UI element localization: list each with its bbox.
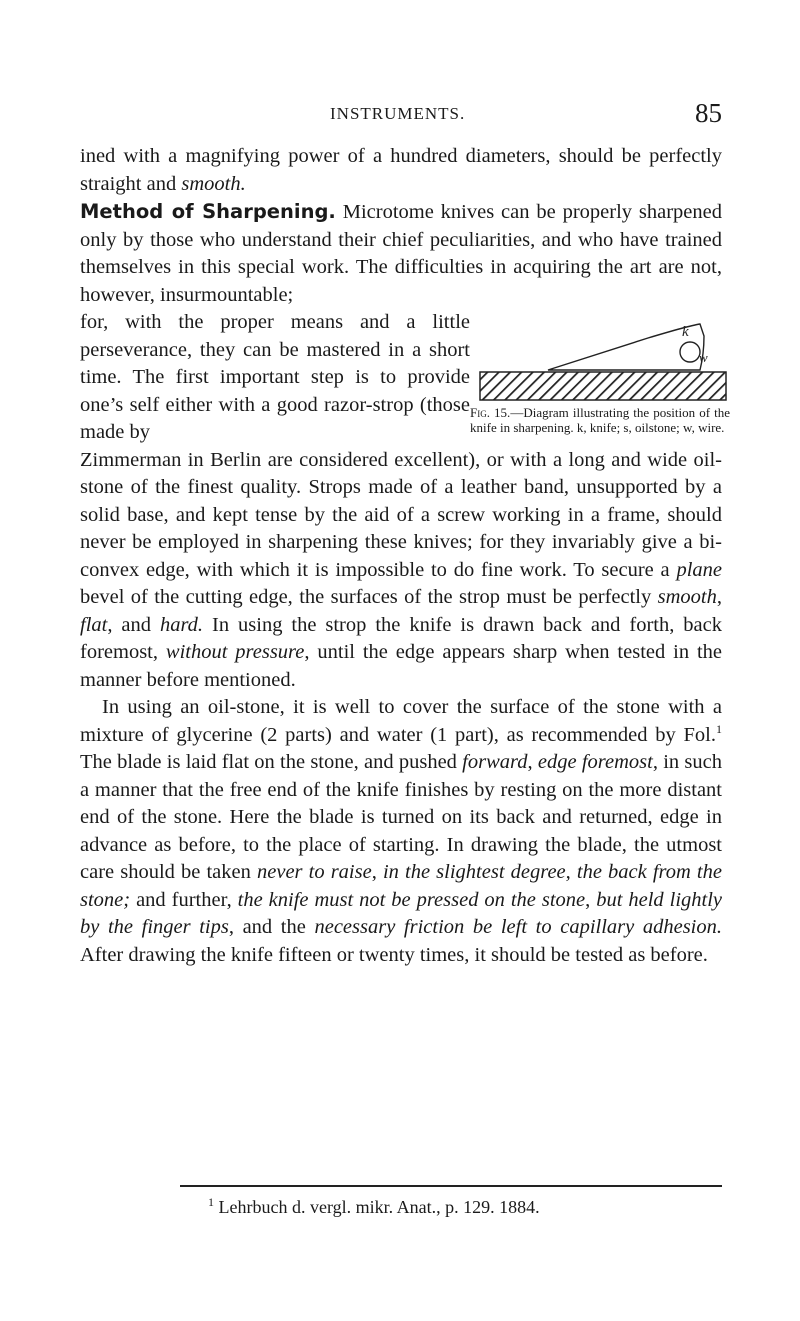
paragraph-wrapped: for, with the proper means and a little perseverance, they can be mastered in a short time. The first important step is to provide one’s self either with a good razor-strop (those made by — [80, 311, 470, 443]
paragraph-method: Method of Sharpening. Microtome knives can be properly sharpened only by those who understand their chief peculiarities, and who have trained themselves in this special work. The difficulties in acquiring the art are not, however, insurmountable; — [80, 200, 723, 306]
figure-caption: Fig. 15.—Diagram illustrating the position of the knife in sharpening. k, knife; s, oilstone; w, wire. — [470, 405, 730, 435]
oilstone-shape — [480, 372, 726, 400]
label-w: w — [699, 350, 708, 365]
figure-diagram — [468, 300, 738, 410]
paragraph-oilstone: In using an oil-stone, it is well to cover the surface of the stone with a mixture of glycerine (2 parts) and water (1 part), as recommended by Fol.$^1$ The blade is laid flat on the stone, and pushed forward, edge foremost, in such a manner that the free end of the knife finishes by resting on the more distant end of the stone. Here the blade is turned on its back and returned, edge in advance as before, to the place of starting. In drawing the blade, the utmost care should be taken never to raise, in the slightest degree, the back from the stone; and further, the knife must not be pressed on the stone, but held lightly by the finger tips, and the necessary friction be left to capillary adhesion. After drawing the knife fifteen or twenty times, it should be tested as before. — [80, 696, 723, 966]
paragraph-strop: Zimmerman in Berlin are considered excellent), or with a long and wide oil-stone of the finest quality. Strops made of a leather band, unsupported by a solid base, and kept tense by the aid of a screw working in a frame, should never be employed in sharpening these knives; for they invariably give a bi-convex edge, with which it is impossible to do fine work. To secure a plane bevel of the cutting edge, the surfaces of the strop must be perfectly smooth, flat, and hard. In using the strop the knife is drawn back and forth, back foremost, without pressure, until the edge appears sharp when tested in the manner before mentioned. — [80, 448, 722, 691]
page-header — [0, 78, 800, 128]
paragraph-continued: ined with a magnifying power of a hundred diameters, should be perfectly straight and smooth. — [80, 145, 722, 195]
knife-diagram — [468, 300, 738, 405]
section-heading: Method of Sharpening. — [80, 200, 336, 223]
body-text — [80, 143, 722, 969]
footnote: $^1$ Lehrbuch d. vergl. mikr. Anat., p. 129. 1884. — [208, 1195, 540, 1217]
running-head: INSTRUMENTS. — [330, 104, 466, 123]
page-number: 85 — [695, 98, 722, 128]
footnote-rule — [180, 1185, 722, 1187]
wire-shape — [680, 342, 700, 362]
label-k: k — [682, 324, 689, 340]
